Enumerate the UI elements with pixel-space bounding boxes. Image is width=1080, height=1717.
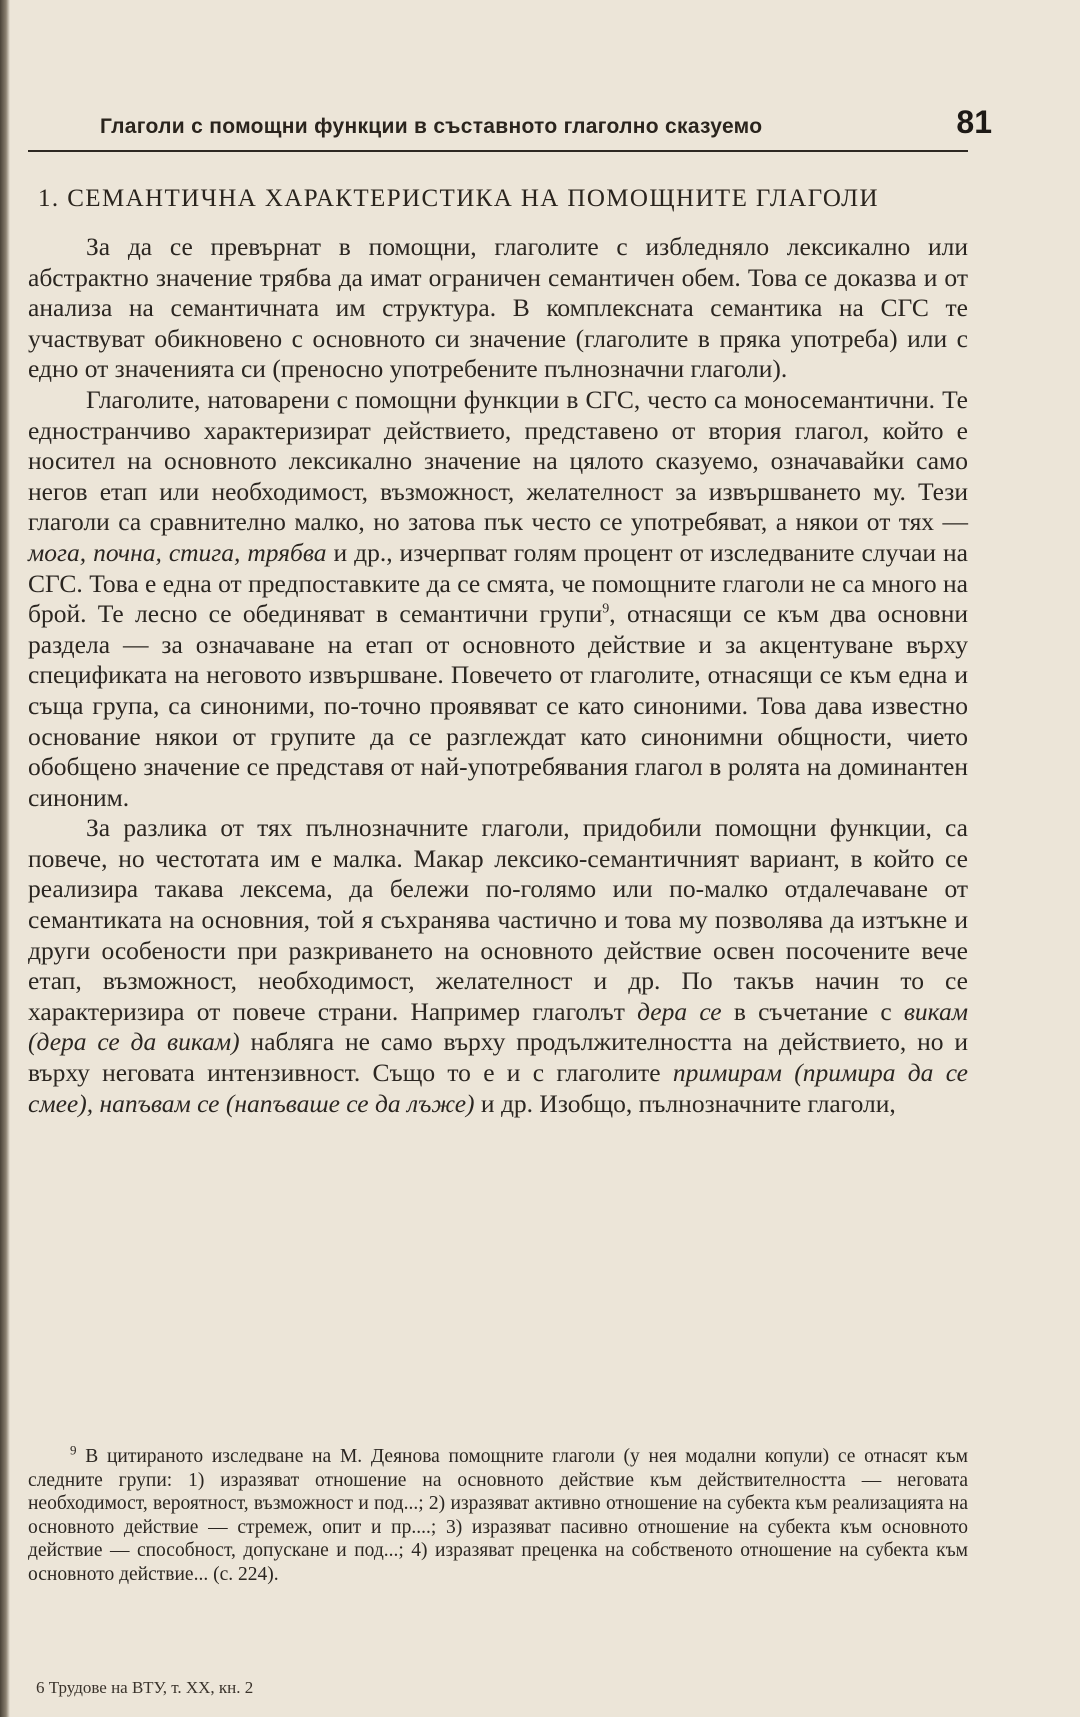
paragraph-3-text-d: и др. Изобщо, пълнозначните глаголи, — [474, 1088, 896, 1118]
binding-edge — [0, 0, 10, 1717]
paragraph-2-text-a: Глаголите, натоварени с помощни функции в СГС, често са моносемантични. Те едностранчиво характеризират действието, представено от втория глагол, който е носител на основното лексикално значение на цялото сказуемо, означавайки само негов етап или необходимост, възможност, желателност за извършването му. Тези глаголи са сравнително малко, но затова пък често се употребяват, а някои от тях — — [28, 384, 968, 537]
running-title: Глаголи с помощни функции в съставното глаголно сказуемо — [100, 115, 763, 138]
section-heading: 1. СЕМАНТИЧНА ХАРАКТЕРИСТИКА НА ПОМОЩНИТЕ ГЛАГОЛИ — [38, 185, 879, 212]
paragraph-3-italic-2: викам (дера се да викам) — [28, 996, 968, 1057]
footnote-9 — [28, 1442, 968, 1586]
header-rule — [28, 150, 968, 152]
paragraph-3-text-b: в съчетание с — [721, 996, 904, 1026]
paragraph-3-italic-3: примирам (примира да се смее), напъвам се (напъваше се да лъже) — [28, 1058, 968, 1118]
footnotes — [28, 1442, 968, 1586]
page-number: 81 — [956, 104, 992, 140]
paragraph-1: За да се превърнат в помощни, глаголите с избледняло лексикално или абстрактно значение трябва да имат ограничен семантичен обем. Това се доказва и от анализа на семантичната им структура. В комплексната семантика на СГС те участвуват обикновено с основното си значение (глаголите в пряка употреба) или с едно от значенията си (преносно употребените пълнозначни глаголи). — [28, 232, 968, 384]
printer-signature: 6 Трудове на ВТУ, т. XX, кн. 2 — [36, 1678, 254, 1697]
paragraph-3-text-a: За разлика от тях пълнозначните глаголи, придобили помощни функции, са повече, но честотата им е малка. Макар лексико-семантичният вариант, в който се реализира такава лексема, да бележи по-голямо или по-малко отдалечаване от семантиката на основния, той я съхранява частично и това му позволява да изтъкне и други особености при разкриването на основното действие освен посочените вече етап, възможност, необходимост, желателност и др. По такъв начин то се характеризира от повече страни. Например глаголът — [28, 813, 968, 1026]
book-page — [28, 0, 1038, 1717]
paragraph-2-text-c: , отнасящи се към два основни раздела — за означаване на етап от основното действие и за акцентуване върху спецификата на неговото извършване. Повечето от глаголите, отнасящи се към една и съща група, са синоними, по-точно проявяват се като синоними. Това дава известно основание някои от групите да се разглеждат като синонимни общности, чието обобщено значение се представя от най-употребявания глагол в ролята на доминантен синоним. — [28, 599, 968, 812]
paragraph-3-italic-1: дера се — [637, 996, 722, 1026]
paragraph-2-text-b: и др., изчерпват голям процент от изследваните случаи на СГС. Това е една от предпоставките да се смята, че помощните глаголи не са много на брой. Те лесно се обединяват в семантични групи — [28, 537, 968, 629]
footnote-text: В цитираното изследване на М. Деянова помощните глаголи (у нея модални копули) се отнасят към следните групи: 1) изразяват отношение на основното действие към действителността — неговата необходимост, вероятност, възможност и под...; 2) изразяват активно отношение на субекта към реализацията на основното действие — стремеж, опит и пр....; 3) изразяват пасивно отношение на субекта към основното действие — способност, допускане и под...; 4) изразяват преценка на собственото отношение на субекта към основното действие... (с. 224). — [28, 1446, 968, 1585]
paragraph-3-text-c: набляга не само върху продължителността на действието, но и върху неговата интензивност. Също то е и с глаголите — [28, 1027, 968, 1088]
footnote-marker: 9 — [70, 1442, 77, 1458]
running-header — [100, 104, 1000, 144]
paragraph-3 — [28, 813, 968, 1119]
body-text — [28, 232, 968, 1119]
paragraph-2 — [28, 385, 968, 813]
paragraph-2-italic-verbs: мога, почна, стига, трябва — [28, 537, 327, 567]
footnote-reference[interactable]: 9 — [602, 601, 610, 617]
